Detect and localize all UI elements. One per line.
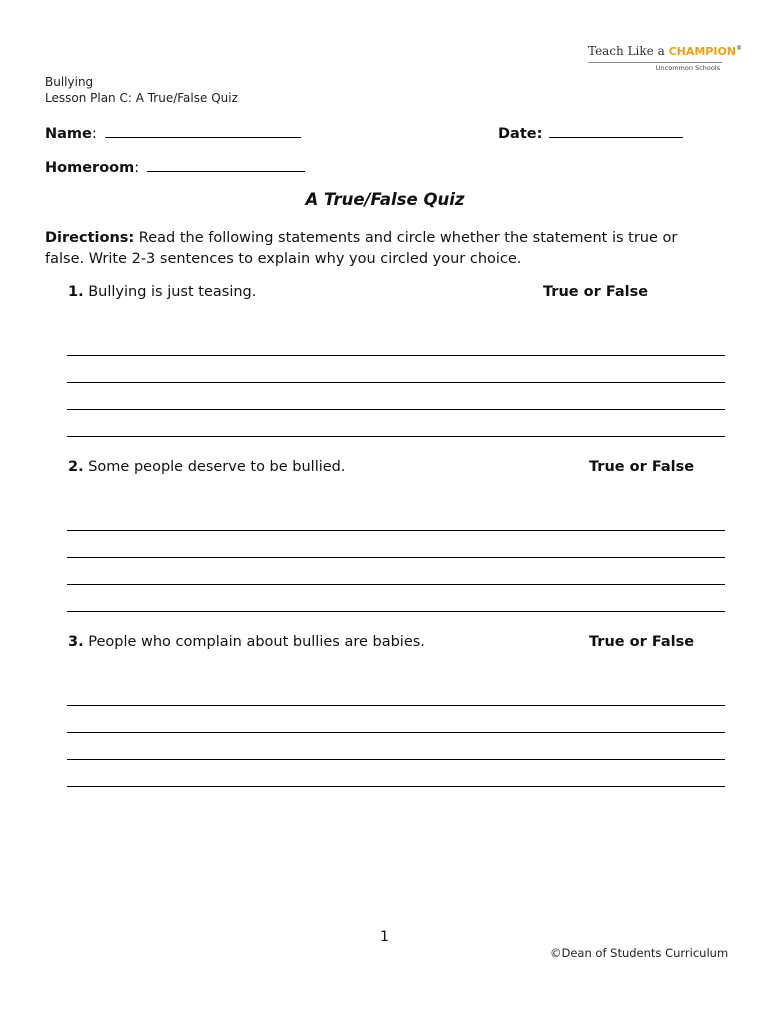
date-label: Date: (498, 126, 543, 142)
question-3: 3. People who complain about bullies are babies. (68, 634, 425, 650)
name-blank[interactable] (105, 123, 301, 138)
answer-line[interactable] (67, 409, 725, 410)
answer-line[interactable] (67, 557, 725, 558)
name-label: Name (45, 126, 92, 142)
answer-line[interactable] (67, 382, 725, 383)
logo-accent-text: CHAMPION (668, 45, 737, 58)
answer-line[interactable] (67, 436, 725, 437)
answer-line[interactable] (67, 530, 725, 531)
logo-text: Teach Like a (588, 44, 669, 58)
logo-subtext: Uncommon Schools (655, 64, 720, 72)
answer-line[interactable] (67, 355, 725, 356)
teach-like-a-champion-logo: Teach Like a CHAMPION® Uncommon Schools (588, 44, 743, 72)
answer-line[interactable] (67, 705, 725, 706)
question-2-true-or-false[interactable]: True or False (589, 459, 695, 475)
answer-line[interactable] (67, 732, 725, 733)
homeroom-field: Homeroom: (45, 157, 305, 176)
name-field: Name: (45, 123, 301, 142)
copyright-footer: ©Dean of Students Curriculum (550, 946, 729, 960)
directions-label: Directions: (45, 230, 135, 246)
answer-line[interactable] (67, 759, 725, 760)
answer-line[interactable] (67, 584, 725, 585)
homeroom-label: Homeroom (45, 160, 135, 176)
date-field (498, 123, 683, 142)
directions-text: Read the following statements and circle whether the statement is true or false. Write 2-3 sentences to explain why you circled your choice. (45, 230, 678, 267)
page-number: 1 (380, 929, 389, 945)
answer-line[interactable] (67, 786, 725, 787)
directions (45, 228, 715, 270)
page-title: A True/False Quiz (305, 190, 465, 209)
date-blank[interactable] (549, 123, 683, 138)
question-2: 2. Some people deserve to be bullied. (68, 459, 346, 475)
header-subject: Bullying (45, 75, 94, 89)
header-lesson: Lesson Plan C: A True/False Quiz (45, 91, 238, 105)
question-1: 1. Bullying is just teasing. (68, 284, 257, 300)
question-3-true-or-false[interactable]: True or False (589, 634, 695, 650)
homeroom-blank[interactable] (147, 157, 305, 172)
answer-line[interactable] (67, 611, 725, 612)
question-1-true-or-false[interactable]: True or False (543, 284, 649, 300)
